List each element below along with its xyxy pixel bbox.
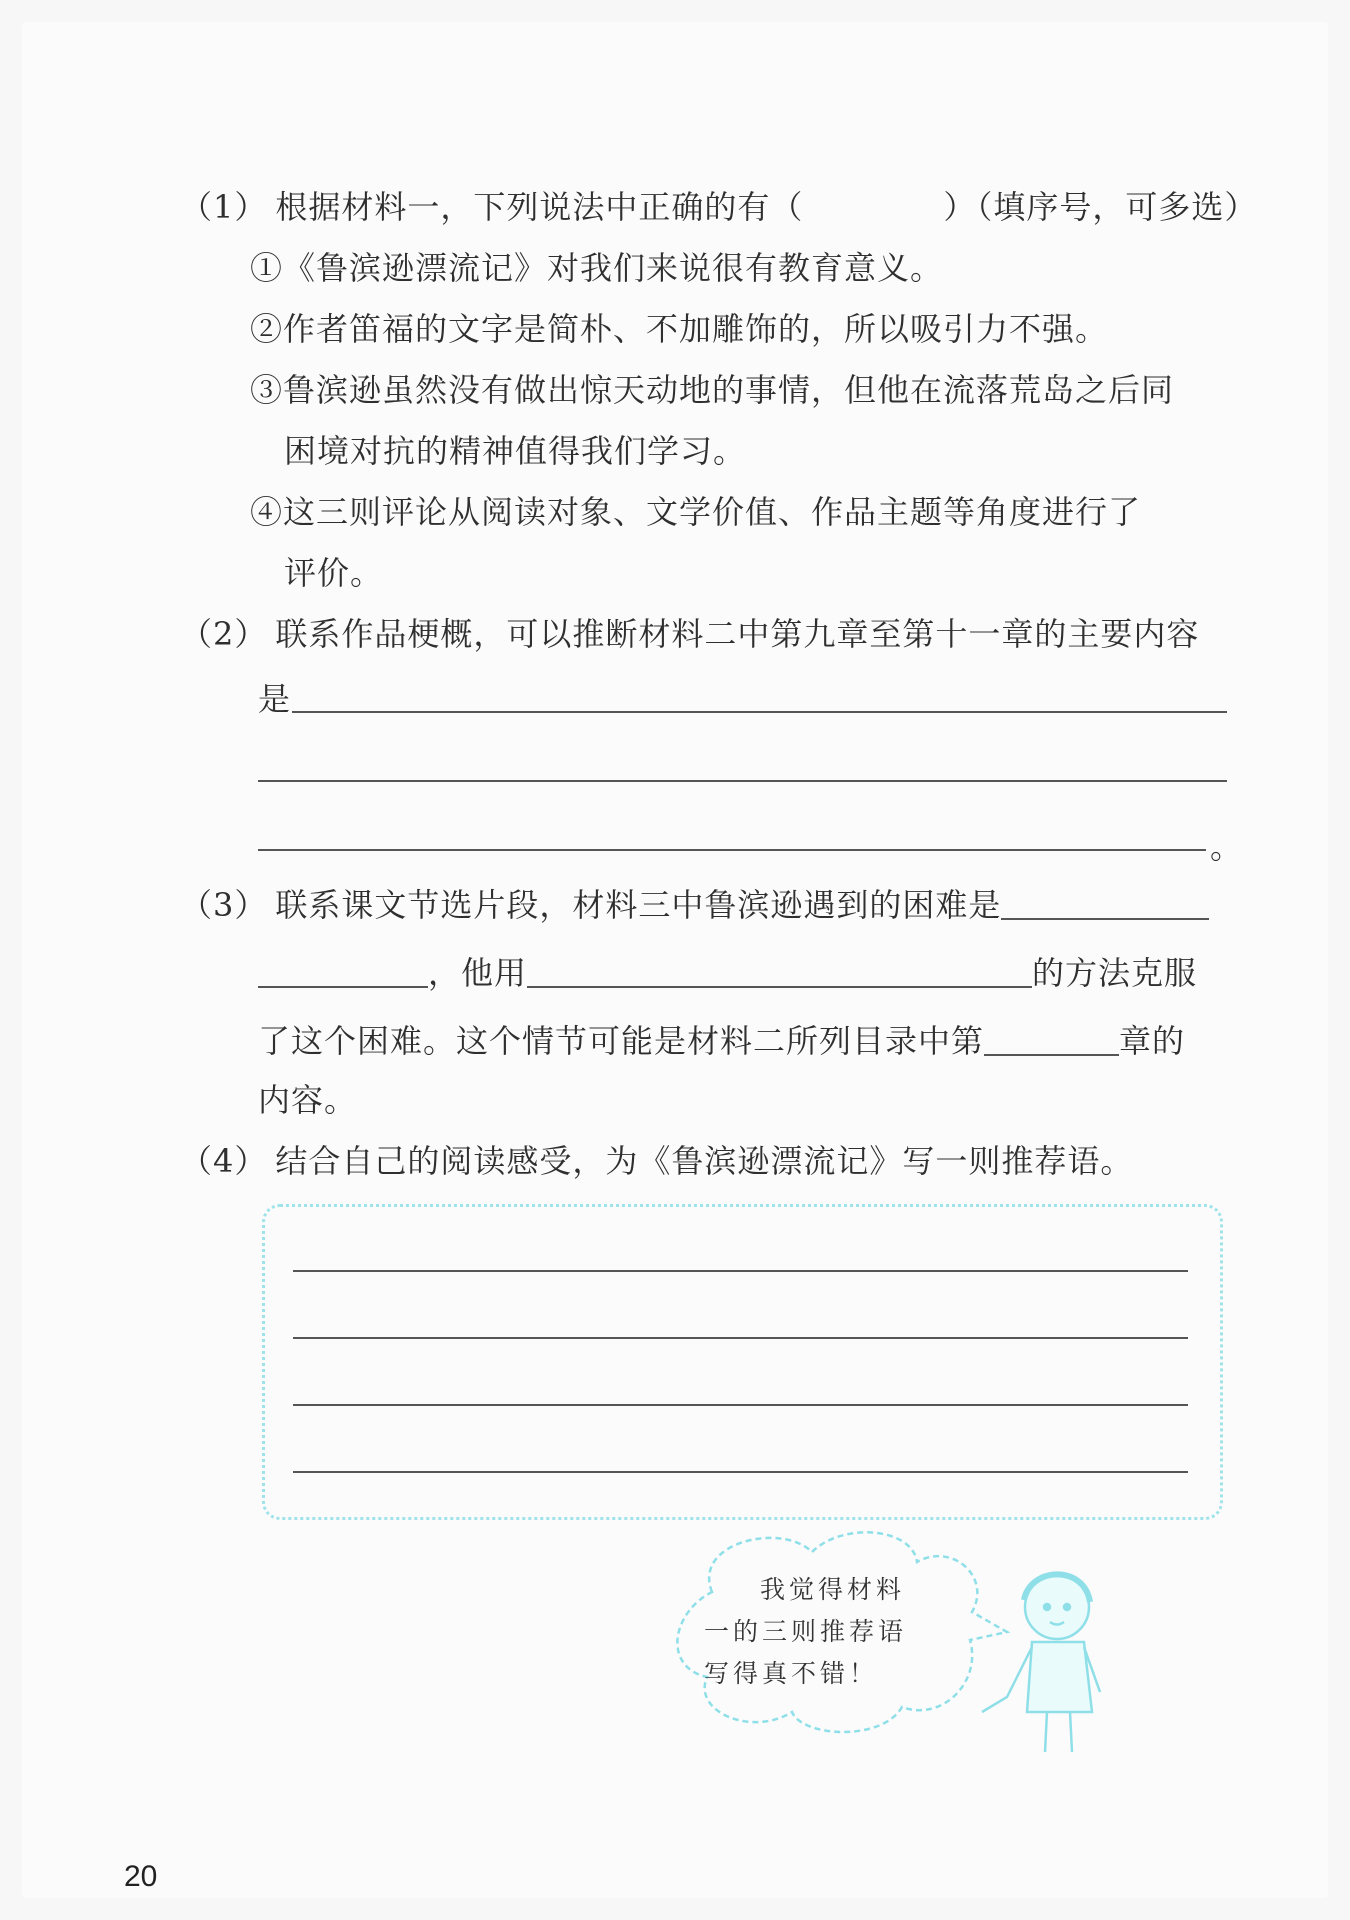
q2-end-mark: 。 <box>1210 828 1244 866</box>
q1-option-3-cont: 困境对抗的精神值得我们学习。 <box>284 432 747 470</box>
q2-prompt <box>180 609 1199 655</box>
q3-line-1 <box>180 880 1209 926</box>
q3-line-3 <box>258 1016 1185 1062</box>
bubble-text-line-2: 一的三则推荐语 <box>704 1617 908 1646</box>
q1-prompt-end: ）（填序号，可多选） <box>943 188 1258 226</box>
q1-option-4: ④这三则评论从阅读对象、文学价值、作品主题等角度进行了 <box>250 493 1142 531</box>
q1-option-3: ③鲁滨逊虽然没有做出惊天动地的事情，但他在流落荒岛之后同 <box>250 371 1175 409</box>
q3-text-3a: 了这个困难。这个情节可能是材料二所列目录中第 <box>258 1022 985 1060</box>
q1-prompt <box>180 182 1257 228</box>
q3-text-2b: 的方法克服 <box>1032 954 1198 992</box>
recommendation-line-4[interactable] <box>293 1471 1188 1473</box>
q3-text-3b: 章的 <box>1119 1022 1186 1060</box>
q1-prompt-start: 根据材料一，下列说法中正确的有（ <box>275 188 804 226</box>
q3-difficulty-blank[interactable] <box>1001 888 1209 920</box>
q3-text-1: 联系课文节选片段，材料三中鲁滨逊遇到的困难是 <box>275 886 1002 924</box>
recommendation-line-3[interactable] <box>293 1404 1188 1406</box>
girl-illustration-icon <box>982 1574 1100 1752</box>
q1-option-4-cont: 评价。 <box>284 554 384 592</box>
speech-bubble-illustration <box>652 1522 1122 1782</box>
page-sheet <box>22 22 1328 1898</box>
recommendation-line-1[interactable] <box>293 1270 1188 1272</box>
q3-difficulty-blank-cont[interactable] <box>258 956 428 988</box>
bubble-text-line-1: 我觉得材料 <box>760 1575 906 1604</box>
q2-answer-line-1[interactable] <box>292 711 1227 713</box>
q3-method-blank[interactable] <box>527 956 1032 988</box>
q3-chapter-blank[interactable] <box>984 1024 1119 1056</box>
q3-line-2 <box>258 948 1197 994</box>
q3-number: （3） <box>180 886 268 924</box>
q2-answer-line-2[interactable] <box>258 780 1227 782</box>
q4-number: （4） <box>180 1142 268 1180</box>
q2-number: （2） <box>180 615 268 653</box>
q4-prompt <box>180 1136 1133 1182</box>
q1-number: （1） <box>180 188 268 226</box>
recommendation-line-2[interactable] <box>293 1337 1188 1339</box>
q3-line-4: 内容。 <box>258 1081 358 1119</box>
q1-option-1: ①《鲁滨逊漂流记》对我们来说很有教育意义。 <box>250 249 944 287</box>
q4-prompt-text: 结合自己的阅读感受，为《鲁滨逊漂流记》写一则推荐语。 <box>275 1142 1134 1180</box>
q3-text-2a: ，他用 <box>428 954 528 992</box>
q2-lead: 是 <box>258 680 292 718</box>
bubble-text-line-3: 写得真不错！ <box>704 1659 879 1688</box>
q1-option-2: ②作者笛福的文字是简朴、不加雕饰的，所以吸引力不强。 <box>250 310 1109 348</box>
page-number: 20 <box>124 1860 158 1893</box>
q2-answer-line-3[interactable] <box>258 849 1206 851</box>
q2-prompt-text: 联系作品梗概，可以推断材料二中第九章至第十一章的主要内容 <box>275 615 1200 653</box>
recommendation-answer-box <box>262 1204 1223 1520</box>
